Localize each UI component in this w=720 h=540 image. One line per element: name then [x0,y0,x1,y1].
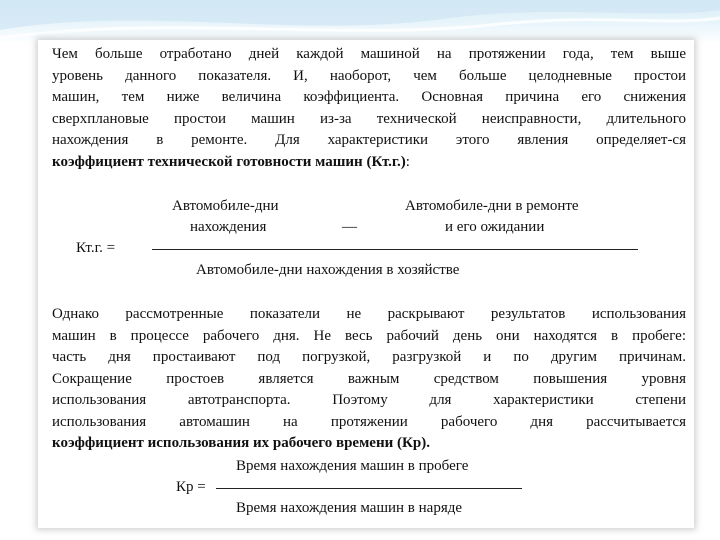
formula1-num-right-2: и его ожидании [445,219,545,235]
paragraph-2-line-1: Однако рассмотренные показатели не раскрывают результатов использования [52,306,686,322]
formula2-fraction-bar [216,488,522,489]
paragraph-2-line-3: часть дня простаивают под погрузкой, разгрузкой и по другим причинам. [52,349,686,365]
paragraph-2-line-6: использования автомашин на протяжении рабочего дня рассчитывается [52,413,686,430]
formula2-denominator: Время нахождения машин в наряде [236,500,463,516]
formula1-minus: — [342,219,357,235]
formula1-num-left-1: Автомобиле-дни [172,198,279,214]
paragraph-2-line-4: Сокращение простоев является важным средством повышения уровня [52,370,686,387]
paragraph-1-line-1: Чем больше отработано дней каждой машиной на протяжении года, тем выше [52,46,686,62]
paragraph-2 [52,304,686,455]
term-work-time-usage: коэффициент использования их рабочего времени (Кр). [52,435,430,451]
paragraph-1 [52,44,686,173]
paragraph-2-line-5: использования автотранспорта. Поэтому для характеристики степени [52,392,686,408]
paragraph-1-line-6 [52,152,686,174]
term-technical-readiness: коэффициент технической готовности машин (Кт.г.) [52,153,406,170]
formula1-denominator: Автомобиле-дни нахождения в хозяйстве [196,262,460,278]
paragraph-2-line-7 [52,433,686,455]
paragraph-2-line-2: машин в процессе рабочего дня. Не весь рабочий день они находятся в пробеге: [52,327,686,344]
formula2-lhs: Кр = [176,479,206,495]
wave-decoration-icon [0,0,720,44]
formula1-num-right-1: Автомобиле-дни в ремонте [405,198,579,214]
paragraph-1-line-3: машин, тем ниже величина коэффициента. Основная причина его снижения [52,89,686,105]
formula2-numerator: Время нахождения машин в пробеге [236,458,469,474]
formula1-num-left-2: нахождения [190,219,267,235]
paragraph-1-line-2: уровень данного показателя. И, наоборот, чем больше целодневные простои [52,67,686,84]
formula1-fraction-bar [152,249,638,250]
formula1-lhs: Кт.г. = [76,240,116,256]
paragraph-1-line-5: нахождения в ремонте. Для характеристики этого явления определяет-ся [52,132,686,148]
term-suffix: : [405,153,410,170]
paragraph-1-line-4: сверхплановые простои машин из-за технической неисправности, длительного [52,110,686,127]
decorative-header-band [0,0,720,44]
